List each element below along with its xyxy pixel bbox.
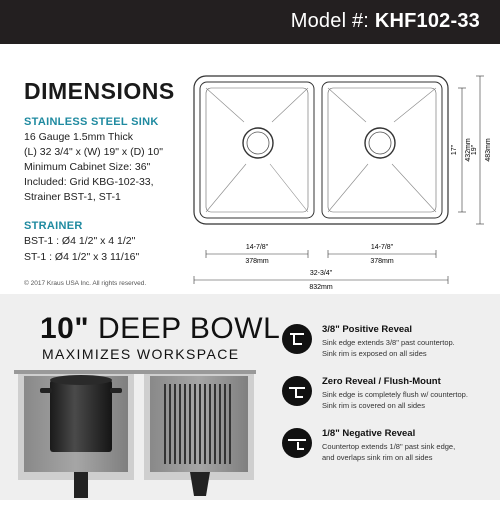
spec-line: 16 Gauge 1.5mm Thick [24, 131, 133, 143]
positive-reveal-icon [282, 324, 312, 354]
negative-reveal-icon [282, 428, 312, 458]
zero-reveal-icon [282, 376, 312, 406]
total-width-mm: 832mm [309, 284, 333, 291]
deep-bowl-photo [10, 366, 260, 500]
strainer-heading: STRAINER [24, 220, 83, 232]
reveal-desc: Sink edge extends 3/8" past countertop. [322, 338, 455, 347]
reveal-desc: and overlaps sink rim on all sides [322, 453, 433, 462]
deep-bowl-subtitle: MAXIMIZES WORKSPACE [42, 346, 240, 362]
stock-pot [50, 380, 112, 452]
deep-text: DEEP BOWL [97, 312, 281, 345]
reveal-title: 3/8" Positive Reveal [322, 324, 413, 335]
right-drain-icon [365, 128, 395, 158]
reveal-desc: Sink rim is covered on all sides [322, 401, 425, 410]
reveal-title: Zero Reveal / Flush-Mount [322, 376, 441, 387]
reveal-desc: Sink rim is exposed on all sides [322, 349, 427, 358]
spec-line: Minimum Cabinet Size: 36" [24, 161, 151, 173]
bowl2-width-in: 14-7/8" [370, 244, 394, 251]
header-bar [0, 0, 500, 44]
model-value: KHF102-33 [374, 10, 480, 32]
strainer-line: ST-1 : Ø4 1/2" x 3 11/16" [24, 251, 140, 263]
spec-line: Strainer BST-1, ST-1 [24, 191, 121, 203]
deep-bowl-title [40, 312, 280, 346]
reveal-title: 1/8" Negative Reveal [322, 428, 416, 439]
model-number [291, 10, 480, 33]
sink-outline [194, 76, 448, 224]
spec-line: (L) 32 3/4" x (W) 19" x (D) 10" [24, 146, 163, 158]
sink-heading: STAINLESS STEEL SINK [24, 116, 159, 128]
reveal-desc: Sink edge is completely flush w/ countertop. [322, 390, 468, 399]
bowl-width-in: 14-7/8" [245, 244, 269, 251]
model-label: Model #: [290, 10, 370, 32]
dimensions-title: DIMENSIONS [24, 78, 175, 104]
sink-dimension-diagram [180, 64, 500, 294]
specifications-panel [0, 44, 500, 294]
left-drain-icon [243, 128, 273, 158]
bowl-depth-in: 17" [451, 144, 458, 156]
total-width-in: 32-3/4" [309, 270, 333, 277]
deep-number: 10" [40, 312, 90, 345]
bowl2-width-mm: 378mm [370, 258, 394, 265]
reveal-desc: Countertop extends 1/8" past sink edge, [322, 442, 456, 451]
spec-line: Included: Grid KBG-102-33, [24, 176, 154, 188]
feature-panel [0, 294, 500, 500]
copyright: © 2017 Kraus USA Inc. All rights reserved. [24, 280, 147, 287]
strainer-line: BST-1 : Ø4 1/2" x 4 1/2" [24, 235, 136, 247]
bowl-width-mm: 378mm [245, 258, 269, 265]
total-depth-mm: 483mm [485, 138, 492, 162]
total-depth-in: 19" [471, 144, 478, 156]
bowl-depth-mm: 432mm [465, 138, 472, 162]
